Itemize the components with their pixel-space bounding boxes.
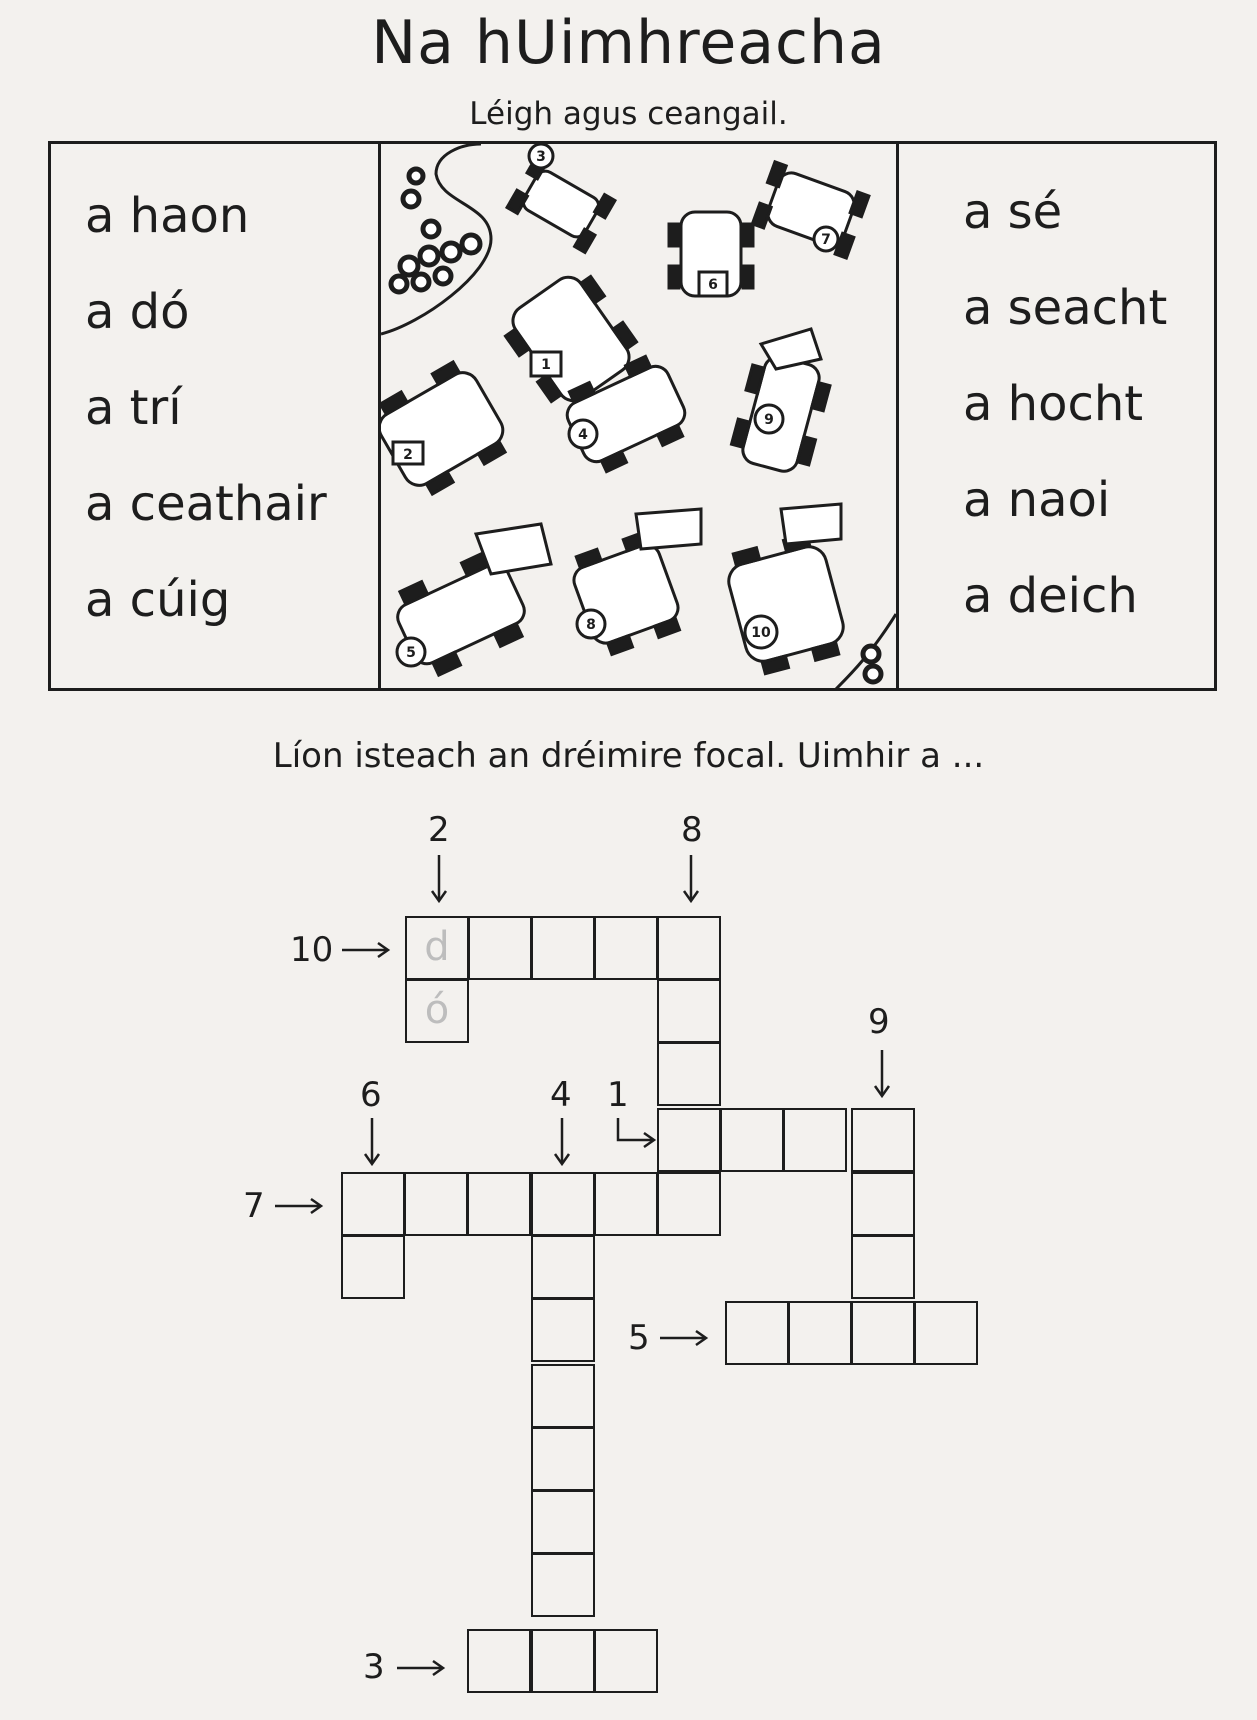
car-number-label: 8 [586,617,596,633]
crossword-cell[interactable] [341,1172,405,1236]
crossword-cell[interactable] [851,1172,915,1236]
crossword-cell[interactable] [531,916,595,980]
crossword-cell[interactable] [467,1172,531,1236]
crossword-cell[interactable] [531,1172,595,1236]
right-word-column [896,144,1214,688]
clue-number: 7 [243,1186,265,1226]
down-arrow-icon [362,1118,382,1168]
clue-number: 1 [607,1075,629,1115]
left-word-column [51,144,381,688]
cell-hint-letter: d [424,924,450,970]
down-arrow-icon [552,1118,572,1168]
crossword-cell[interactable] [594,1172,658,1236]
crossword-cell[interactable] [404,1172,468,1236]
word-item[interactable]: a deich [963,568,1138,624]
crossword-cell[interactable] [725,1301,789,1365]
crossword-cell[interactable] [851,1235,915,1299]
clue-number: 9 [868,1002,890,1042]
clue-number: 2 [428,810,450,850]
clue-number: 4 [550,1075,572,1115]
right-arrow-icon [660,1328,710,1348]
right-arrow-icon [397,1658,447,1678]
crossword-cell[interactable] [783,1108,847,1172]
crossword-cell[interactable] [594,1629,658,1693]
clue-number: 5 [628,1318,650,1358]
clue-number: 10 [290,930,334,970]
down-arrow-icon [681,855,701,905]
car-number-label: 7 [821,232,831,248]
right-arrow-icon [275,1196,325,1216]
matching-panel [48,141,1217,691]
crossword-cell[interactable] [405,916,469,980]
crossword-cell[interactable] [720,1108,784,1172]
crossword-cell[interactable] [657,979,721,1043]
crossword-cell[interactable] [531,1490,595,1554]
crossword-cell[interactable] [468,916,532,980]
crossword-cell[interactable] [531,1427,595,1491]
clue-number: 8 [681,810,703,850]
crossword-cell[interactable] [531,1553,595,1617]
car-number-label: 2 [403,447,413,463]
car-number-label: 1 [541,357,551,373]
crossword-cell[interactable] [788,1301,852,1365]
car-number-label: 5 [406,645,416,661]
crossword-cell[interactable] [657,1042,721,1106]
crossword-cell[interactable] [657,1108,721,1172]
page-subtitle: Léigh agus ceangail. [469,96,788,132]
bent-arrow-icon [614,1118,659,1150]
cell-hint-letter: ó [424,987,450,1033]
word-item[interactable]: a haon [85,188,250,244]
word-item[interactable]: a hocht [963,376,1144,432]
car-number-label: 3 [536,149,546,165]
race-cars-illustration [381,144,896,688]
crossword-cell[interactable] [851,1108,915,1172]
crossword-cell[interactable] [531,1298,595,1362]
word-item[interactable]: a seacht [963,280,1168,336]
crossword-cell[interactable] [594,916,658,980]
car-number-label: 10 [751,625,771,641]
word-item[interactable]: a sé [963,184,1063,240]
word-item[interactable]: a ceathair [85,476,327,532]
crossword-cell[interactable] [531,1629,595,1693]
crossword-cell[interactable] [531,1235,595,1299]
crossword-cell[interactable] [405,979,469,1043]
crossword-cell[interactable] [657,1172,721,1236]
car-number-label: 6 [708,277,718,293]
crossword-cell[interactable] [914,1301,978,1365]
word-item[interactable]: a dó [85,284,190,340]
crossword-cell[interactable] [341,1235,405,1299]
page-title: Na hUimhreacha [371,8,886,78]
down-arrow-icon [429,855,449,905]
clue-number: 3 [363,1647,385,1687]
crossword-cell[interactable] [657,916,721,980]
down-arrow-icon [872,1050,892,1100]
crossword-cell[interactable] [851,1301,915,1365]
word-item[interactable]: a cúig [85,572,231,628]
word-item[interactable]: a trí [85,380,182,436]
car-number-label: 4 [578,427,588,443]
crossword-instruction: Líon isteach an dréimire focal. Uimhir a ... [272,736,985,776]
car-number-label: 9 [764,412,774,428]
word-item[interactable]: a naoi [963,472,1111,528]
right-arrow-icon [342,940,392,960]
clue-number: 6 [360,1075,382,1115]
crossword-cell[interactable] [531,1364,595,1428]
race-track-drawing [381,144,896,688]
crossword-cell[interactable] [467,1629,531,1693]
